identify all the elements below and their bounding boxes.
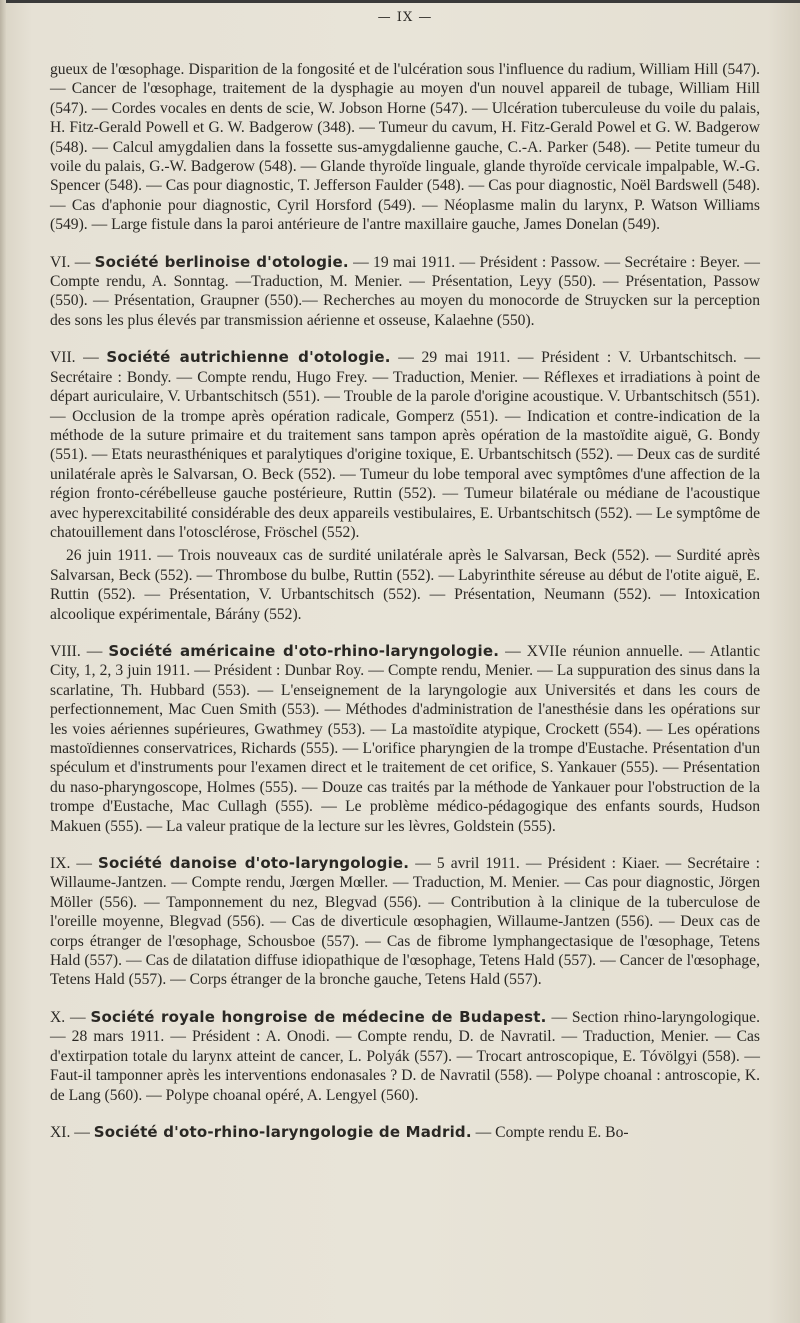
section-vi bbox=[50, 253, 760, 331]
top-border-rule bbox=[0, 0, 800, 3]
section-number: VII. — bbox=[50, 349, 107, 367]
page-edge-shadow bbox=[0, 0, 6, 1323]
section-heading: Société danoise d'oto-laryngologie. bbox=[98, 854, 410, 873]
section-heading: Société d'oto-rhino-laryngologie de Madrid. bbox=[93, 1122, 472, 1141]
section-heading: Société royale hongroise de médecine de Budapest. bbox=[90, 1007, 547, 1026]
section-xi bbox=[50, 1123, 760, 1142]
section-number: X. — bbox=[50, 1008, 91, 1026]
section-heading: Société berlinoise d'otologie. bbox=[94, 252, 349, 271]
section-number: IX. — bbox=[50, 855, 99, 873]
section-body: — 29 mai 1911. — Président : V. Urbantschitsch. — Secrétaire : Bondy. — Compte rendu, Hugo Frey. — Traduction, Menier. — Réflexes et irradiations à point de départ auriculaire, V. Urbantschitsch (551). — Trouble de la parole d'origine acoustique. V. Urbantschitsch (551). — Occlusion de la trompe après opération radicale, Gomperz (551). — Indication et contre-indication de la méthode de la suture primaire et du traitement sans tampon après opération de la mastoïdite aiguë, G. Bondy (551). — Etats neurasthéniques et paralytiques d'origine toxique, E. Urbantschitsch (552). — Deux cas de surdité unilatérale après le Salvarsan, O. Beck (552). — Tumeur du lobe temporal avec symptômes d'une affection de la région fronto-cérébelleuse gauche postérieure, Ruttin (552). — Tumeur bilatérale ou médiane de l'acoustique avec hyperexcitabilité considérable des deux appareils vestibulaires, E. Urbantschitsch (552). — Le symptôme de chatouillement dans l'otosclérose, Fröschel (552). bbox=[50, 349, 760, 541]
section-heading: Société américaine d'oto-rhino-laryngologie. bbox=[108, 641, 500, 660]
section-body: — 19 mai 1911. — Président : Passow. — Secrétaire : Beyer. — Compte rendu, A. Sonntag. —Traduction, M. Menier. — Présentation, Leyy (550). — Présentation, Passow (550). — Présentation, Graupner (550).— Recherches au moyen du monocorde de Struycken sur la perception des sons les plus élevés par transmission aérienne et osseuse, Kalaehne (550). bbox=[50, 253, 761, 329]
section-subparagraph: 26 juin 1911. — Trois nouveaux cas de surdité unilatérale après le Salvarsan, Beck (552). — Surdité après Salvarsan, Beck (552). — Thrombose du bulbe, Ruttin (552). — Labyrinthite séreuse au début de l'otite aiguë, E. Ruttin (552). — Présentation, V. Urbantschitsch (552). — Présentation, Neumann (552). — Intoxication alcoolique expérimentale, Bárány (552). bbox=[50, 547, 760, 623]
section-paragraph bbox=[50, 854, 760, 990]
section-number: XI. — bbox=[50, 1123, 94, 1141]
section-heading: Société autrichienne d'otologie. bbox=[106, 348, 391, 367]
section-viii bbox=[50, 642, 760, 836]
section-number: VIII. — bbox=[50, 642, 109, 660]
intro-paragraph: gueux de l'œsophage. Disparition de la fongosité et de l'ulcération sous l'influence du radium, William Hill (547). — Cancer de l'œsophage, traitement de la dysphagie au moyen d'un nouvel appareil de tubage, William Hill (547). — Cordes vocales en dents de scie, W. Jobson Horne (547). — Ulcération tuberculeuse du voile du palais, H. Fitz-Gerald Powell et G. W. Badgerow (348). — Tumeur du cavum, H. Fitz-Gerald Powel et G. W. Badgerow (548). — Calcul amygdalien dans la fossette sus-amygdalienne gauche, C.-A. Parker (548). — Petite tumeur du voile du palais, G.-W. Badgerow (548). — Glande thyroïde linguale, glande thyroïde cervicale impalpable, W.-G. Spencer (548). — Cas pour diagnostic, T. Jefferson Faulder (548). — Cas pour diagnostic, Noël Bardswell (548). — Cas d'aphonie pour diagnostic, Cyril Horsford (549). — Néoplasme malin du larynx, P. Watson Williams (549). — Large fistule dans la paroi antérieure de l'antre maxillaire gauche, James Donelan (549). bbox=[50, 61, 760, 234]
section-body: — XVIIe réunion annuelle. — Atlantic City, 1, 2, 3 juin 1911. — Président : Dunbar Roy. — Compte rendu, Menier. — La suppuration des sinus dans la scarlatine, Th. Hubbard (553). — L'enseignement de la laryngologie aux Universités et dans les cours de perfectionnement, Mac Cuen Smith (553). — Méthodes d'administration de l'anesthésie dans les opérations sur les voies aériennes supérieures, Gwathmey (553). — La mastoïdite atypique, Crockett (554). — Les opérations mastoïdiennes conservatrices, Richards (555). — L'orifice pharyngien de la trompe d'Eustache. Présentation d'un spéculum et d'instruments pour l'examen direct et le traitement de cet orifice, S. Yankauer (555). — Présentation du naso-pharyngoscope, Holmes (555). — Douze cas traités par la méthode de Yankauer pour l'obstruction de la trompe d'Eustache, Mac Cullagh (555). — Le problème médico-pédagogique des enfants sourds, Hudson Makuen (555). — La valeur pratique de la lecture sur les lèvres, Goldstein (555). bbox=[50, 642, 760, 835]
section-ix bbox=[50, 854, 760, 990]
section-paragraph bbox=[50, 1123, 760, 1142]
section-paragraph bbox=[50, 1008, 760, 1105]
section-paragraph bbox=[50, 348, 760, 542]
section-vii bbox=[50, 348, 760, 624]
section-paragraph bbox=[50, 642, 760, 836]
section-x bbox=[50, 1008, 760, 1105]
page-header: — IX — bbox=[377, 10, 433, 25]
section-body: — Section rhino-laryngologique. — 28 mars 1911. — Président : A. Onodi. — Compte rendu, D. de Navratil. — Traduction, Menier. — Cas d'extirpation totale du larynx atteint de cancer, L. Polyák (557). — Trocart antroscopique, E. Tóvölgyi (558). — Faut-il tamponner après les interventions endonasales ? D. de Navratil (558). — Polype choanal : antroscopie, K. de Lang (560). — Polype choanal opéré, A. Lengyel (560). bbox=[50, 1008, 760, 1104]
section-number: VI. — bbox=[50, 253, 95, 271]
section-body: — Compte rendu E. Bo- bbox=[471, 1123, 629, 1141]
section-paragraph bbox=[50, 253, 760, 331]
section-body: — 5 avril 1911. — Président : Kiaer. — Secrétaire : Willaume-Jantzen. — Compte rendu, Jœrgen Mœller. — Traduction, M. Menier. — Cas pour diagnostic, Jörgen Möller (556). — Tamponnement du nez, Blegvad (556). — Contribution à la clinique de la tuberculose de l'oreille moyenne, Blegvad (556). — Cas de diverticule œsophagien, Willaume-Jantzen (556). — Deux cas de corps étranger de l'œsophage, Schousboe (557). — Cas de fibrome lymphangectasique de l'œsophage, Tetens Hald (557). — Cas de dilatation diffuse idiopathique de l'œsophage, Tetens Hald (557). — Cancer de l'œsophage, Tetens Hald (557). — Corps étranger de la bronche gauche, Tetens Hald (557). bbox=[50, 855, 760, 989]
